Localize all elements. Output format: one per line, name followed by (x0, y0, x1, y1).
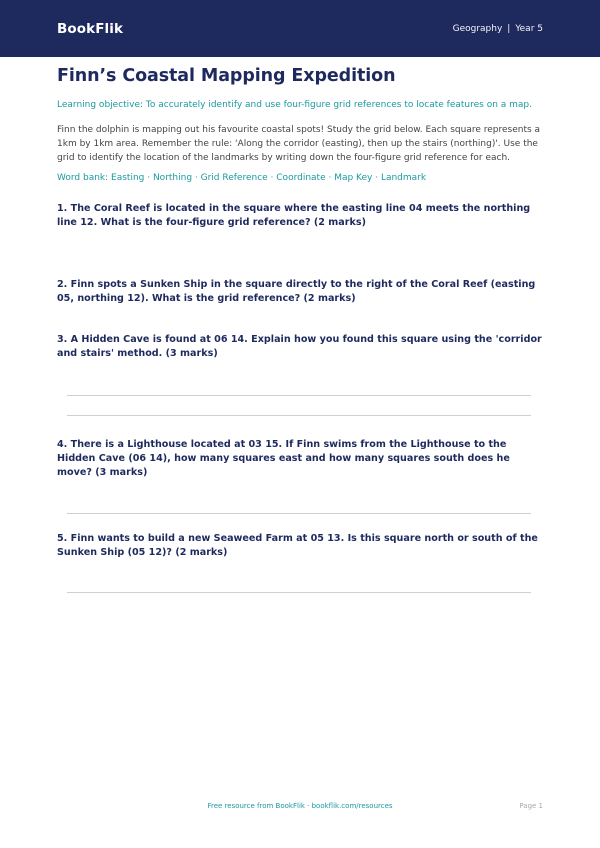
question-text: 2. Finn spots a Sunken Ship in the square directly to the right of the Coral Reef (easting 05, northing 12). What is the grid reference? (2 marks) (57, 279, 536, 304)
answer-line[interactable] (67, 513, 531, 514)
answer-line[interactable] (67, 415, 531, 416)
question-text: 5. Finn wants to build a new Seaweed Farm at 05 13. Is this square north or south of the Sunken Ship (05 12)? (2 marks) (57, 533, 538, 558)
answer-line[interactable] (67, 592, 531, 593)
footer-source-link[interactable]: Free resource from BookFlik · bookflik.com/resources (207, 802, 393, 810)
question-block (57, 202, 543, 230)
subject-year-label (453, 24, 543, 34)
question-text: 4. There is a Lighthouse located at 03 15. If Finn swims from the Lighthouse to the Hidden Cave (06 14), how many squares east and how many squares south does he move? (3 marks) (57, 439, 510, 478)
question-text: 1. The Coral Reef is located in the square where the easting line 04 meets the northing line 12. What is the four-figure grid reference? (2 marks) (57, 203, 531, 228)
page-title: Finn’s Coastal Mapping Expedition (57, 66, 396, 86)
question-text: 3. A Hidden Cave is found at 06 14. Explain how you found this square using the 'corridor and stairs' method. (3 marks) (57, 334, 542, 359)
word-bank: Word bank: Easting · Northing · Grid Reference · Coordinate · Map Key · Landmark (57, 173, 427, 183)
subject-label: Geography (452, 23, 503, 34)
page-footer (0, 802, 600, 814)
intro-paragraph: Finn the dolphin is mapping out his favourite coastal spots! Study the grid below. Each square represents a 1km by 1km area. Remember the rule: 'Along the corridor (easting), then up the stairs (northing)'. Use the grid to identify the location of the landmarks by writing down the four-figure grid reference for each. (57, 125, 541, 163)
question-block (57, 278, 543, 306)
question-block (57, 532, 543, 593)
worksheet-content (57, 66, 543, 593)
separator: | (507, 23, 511, 34)
answer-line[interactable] (67, 395, 531, 396)
brand-logo-text: BookFlik (57, 20, 124, 37)
page-number: Page 1 (519, 802, 543, 810)
question-block (57, 333, 543, 416)
question-block (57, 438, 543, 514)
learning-objective: Learning objective: To accurately identify and use four-figure grid references to locate features on a map. (57, 100, 532, 110)
page-header (0, 0, 600, 57)
year-label: Year 5 (515, 23, 543, 34)
